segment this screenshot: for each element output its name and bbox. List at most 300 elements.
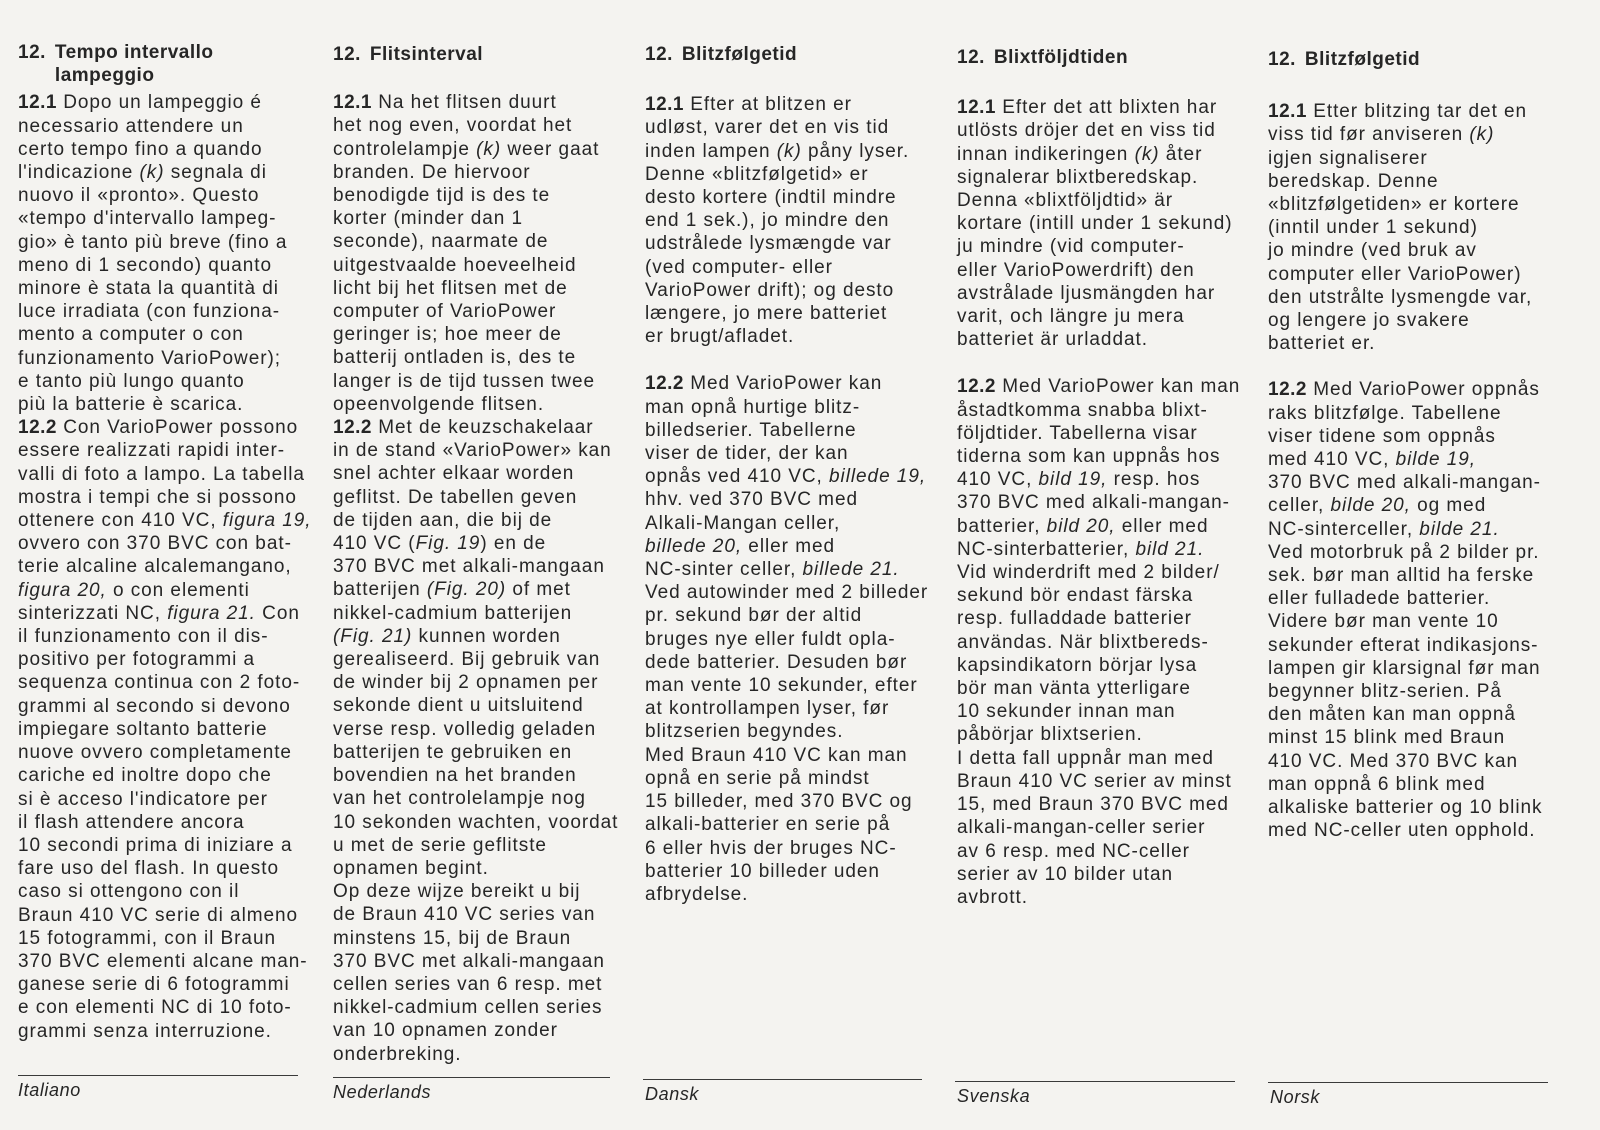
text-line <box>333 578 643 601</box>
paragraph <box>1268 378 1578 842</box>
section-heading <box>1268 48 1578 71</box>
text-line: igjen signaliserer <box>1268 147 1428 169</box>
text-segment: viss tid før anviseren <box>1268 124 1470 146</box>
text-line: bör man vänta ytterligare <box>957 678 1191 700</box>
text-line: udløst, varer det en vis tid <box>645 117 890 139</box>
text-line <box>645 535 955 558</box>
footer-italiano <box>18 1075 298 1101</box>
text-segment: controlelampje <box>333 138 477 160</box>
paragraph-number: 12.1 <box>333 92 372 114</box>
text-line: eller VarioPowerdrift) den <box>957 259 1195 281</box>
text-line: Braun 410 VC serier av minst <box>957 770 1232 792</box>
text-line <box>645 465 955 488</box>
text-line: at kontrollampen lyser, før <box>645 698 890 720</box>
text-line: 370 BVC elementi alcane man- <box>18 950 308 972</box>
paragraph-number: 12.2 <box>1268 379 1307 401</box>
text-line: 10 sekonden wachten, voordat <box>333 811 619 833</box>
text-line: udstrålede lysmængde var <box>645 233 892 255</box>
italic-reference: Fig. 19 <box>415 533 481 555</box>
column-dansk <box>645 43 955 906</box>
text-line: minst 15 blink med Braun <box>1268 727 1506 749</box>
text-line: 15 billeder, med 370 BVC og <box>645 791 913 813</box>
italic-reference: figura 19, <box>222 510 312 532</box>
paragraph <box>18 416 328 1042</box>
text-segment: NC-sinter celler, <box>645 559 803 581</box>
text-line: 370 BVC med alkali-mangan- <box>1268 472 1541 494</box>
text-line: varit, och längre ju mera <box>957 306 1185 328</box>
text-line: korter (minder dan 1 <box>333 208 524 230</box>
language-label: Dansk <box>645 1084 700 1104</box>
text-line: 10 sekunder innan man <box>957 701 1176 723</box>
text-line: langer is de tijd tussen twee <box>333 370 596 392</box>
text-segment: inden lampen <box>645 140 777 162</box>
text-line: minstens 15, bij de Braun <box>333 927 572 949</box>
text-segment: Med VarioPower kan <box>683 373 883 395</box>
column-body <box>1268 100 1578 842</box>
section-heading <box>645 43 955 66</box>
text-line: branden. De hiervoor <box>333 161 531 183</box>
text-line: batterier 10 billeder uden <box>645 860 880 882</box>
text-line: användas. När blixtbereds- <box>957 631 1209 653</box>
text-line: billedserier. Tabellerne <box>645 419 857 441</box>
text-line: fare uso del flash. In questo <box>18 858 279 880</box>
text-line: computer of VarioPower <box>333 301 557 323</box>
text-line: ju mindre (vid computer- <box>957 236 1185 258</box>
text-line: man oppnå 6 blink med <box>1268 773 1486 795</box>
text-segment: innan indikeringen <box>957 143 1135 165</box>
text-line: og lengere jo svakere <box>1268 310 1470 332</box>
text-line: 370 BVC met alkali-mangaan <box>333 950 605 972</box>
section-title-line: Tempo intervallo <box>54 42 214 63</box>
italic-reference: (k) <box>139 162 165 184</box>
text-line: il flash attendere ancora <box>18 811 245 833</box>
text-segment: celler, <box>1268 495 1331 517</box>
text-segment: med 410 VC, <box>1268 449 1396 471</box>
text-segment: eller med <box>742 535 835 557</box>
column-body <box>333 91 643 1066</box>
text-segment: Dopo un lampeggio é <box>56 92 262 114</box>
text-segment: batterier, <box>957 515 1047 537</box>
text-segment: of met <box>506 579 571 601</box>
text-line: necessario attendere un <box>18 115 244 137</box>
text-line: Alkali-Mangan celler, <box>645 512 841 534</box>
paragraph <box>1268 100 1578 355</box>
italic-reference: billede 19, <box>829 466 927 488</box>
text-line: grammi senza interruzione. <box>18 1020 272 1042</box>
text-line: 370 BVC med alkali-mangan- <box>957 492 1230 514</box>
text-line: viser de tider, der kan <box>645 443 849 465</box>
text-line: I detta fall uppnår man med <box>957 747 1214 769</box>
text-line: in de stand «VarioPower» kan <box>333 440 612 462</box>
paragraph-number: 12.2 <box>645 373 684 395</box>
paragraph-number: 12.2 <box>333 417 372 439</box>
text-line: jo mindre (ved bruk av <box>1268 240 1477 262</box>
text-line: geflitst. De tabellen geven <box>333 486 578 508</box>
column-body <box>18 91 328 1042</box>
text-segment: l'indicazione <box>18 162 140 184</box>
text-line <box>18 91 328 114</box>
text-segment: o con elementi <box>106 579 250 601</box>
text-line: geringer is; hoe meer de <box>333 324 562 346</box>
text-line: sekund bör endast färska <box>957 585 1194 607</box>
text-line: si è acceso l'indicatore per <box>18 788 268 810</box>
column-italiano <box>18 41 328 1043</box>
text-line: eller fulladede batterier. <box>1268 588 1491 610</box>
text-line: Op deze wijze bereikt u bij <box>333 881 581 903</box>
text-line: bruges nye eller fuldt opla- <box>645 628 896 650</box>
text-segment: åter <box>1159 143 1203 165</box>
text-line <box>1268 378 1578 401</box>
section-title-line: Blitzfølgetid <box>681 44 798 65</box>
text-line: Videre bør man vente 10 <box>1268 611 1499 633</box>
text-line <box>1268 123 1578 146</box>
language-label: Nederlands <box>333 1082 432 1102</box>
text-line: kapsindikatorn börjar lysa <box>957 654 1198 676</box>
text-line: av 6 resp. med NC-celler <box>957 840 1190 862</box>
text-line: længere, jo mere batteriet <box>645 303 888 325</box>
italic-reference: bild 20, <box>1046 515 1116 537</box>
text-line: påbörjar blixtserien. <box>957 724 1143 746</box>
text-line <box>957 538 1267 561</box>
text-line: Vid winderdrift med 2 bilder/ <box>957 562 1220 584</box>
footer-svenska <box>955 1081 1235 1107</box>
text-line: Denna «blixtföljdtid» är <box>957 190 1174 212</box>
text-segment: ) en de <box>480 533 547 555</box>
text-line: terie alcaline alcalemangano, <box>18 556 292 578</box>
text-line: onderbreking. <box>333 1043 462 1065</box>
text-line <box>645 93 955 116</box>
text-line <box>957 515 1267 538</box>
italic-reference: (k) <box>476 138 502 160</box>
text-line: uitgestvaalde hoeveelheid <box>333 254 577 276</box>
text-line: Ved motorbruk på 2 bilder pr. <box>1268 541 1540 563</box>
text-line: (ved computer- eller <box>645 256 833 278</box>
text-line: de winder bij 2 opnamen per <box>333 672 599 694</box>
italic-reference: (k) <box>776 140 802 162</box>
text-line: 10 secondi prima di iniziare a <box>18 834 293 856</box>
text-line <box>333 91 643 114</box>
italic-reference: billede 21. <box>802 559 900 581</box>
text-line: alkali-batterier en serie på <box>645 814 891 836</box>
text-line <box>1268 100 1578 123</box>
text-line <box>1268 518 1578 541</box>
text-line: cellen series van 6 resp. met <box>333 973 603 995</box>
text-line: följdtider. Tabellerna visar <box>957 422 1198 444</box>
text-line: 15, med Braun 370 BVC med <box>957 794 1229 816</box>
text-line <box>333 532 643 555</box>
text-line: afbrydelse. <box>645 883 749 905</box>
text-line: valli di foto a lampo. La tabella <box>18 463 305 485</box>
section-number: 12. <box>1268 49 1296 70</box>
text-segment: 410 VC ( <box>333 533 416 555</box>
italic-reference: billede 20, <box>645 535 743 557</box>
section-title <box>994 46 1128 69</box>
text-line: end 1 sek.), jo mindre den <box>645 210 890 232</box>
text-line: Ved autowinder med 2 billeder <box>645 582 929 604</box>
text-line: certo tempo fino a quando <box>18 138 263 160</box>
text-line: 6 eller hvis der bruges NC- <box>645 837 897 859</box>
text-line <box>333 138 643 161</box>
text-segment: 410 VC, <box>957 469 1039 491</box>
text-line: pr. sekund bør der altid <box>645 605 863 627</box>
text-line: u met de serie geflitste <box>333 834 547 856</box>
section-title-line: Blitzfølgetid <box>1304 49 1421 70</box>
italic-reference: bild 19, <box>1038 469 1108 491</box>
text-segment: kunnen worden <box>412 625 561 647</box>
text-line: man vente 10 sekunder, efter <box>645 675 918 697</box>
text-segment: Med VarioPower kan man <box>995 376 1241 398</box>
column-body <box>645 93 955 906</box>
paragraph-number: 12.1 <box>18 92 57 114</box>
column-svenska <box>957 46 1267 909</box>
text-line: avstrålade ljusmängden har <box>957 282 1216 304</box>
text-line: 15 fotogrammi, con il Braun <box>18 927 276 949</box>
language-label: Norsk <box>1270 1087 1321 1107</box>
text-line: kortare (intill under 1 sekund) <box>957 213 1233 235</box>
text-line: de Braun 410 VC series van <box>333 904 596 926</box>
text-line: 410 VC. Med 370 BVC kan <box>1268 750 1518 772</box>
text-line: «tempo d'intervallo lampeg- <box>18 208 277 230</box>
text-line: tiderna som kan uppnås hos <box>957 446 1221 468</box>
text-line: luce irradiata (con funziona- <box>18 301 281 323</box>
text-segment: og med <box>1410 495 1487 517</box>
text-line: Denne «blitzfølgetid» er <box>645 163 869 185</box>
text-line: gerealiseerd. Bij gebruik van <box>333 649 601 671</box>
column-norsk <box>1268 48 1578 843</box>
text-line: alkali-mangan-celler serier <box>957 817 1206 839</box>
text-line: sekonde dient u uitsluitend <box>333 695 584 717</box>
text-line: batterij ontladen is, des te <box>333 347 577 369</box>
text-line: sequenza continua con 2 foto- <box>18 672 301 694</box>
text-line: VarioPower drift); og desto <box>645 279 895 301</box>
text-line <box>333 625 643 648</box>
text-segment: ottenere con 410 VC, <box>18 510 223 532</box>
section-number: 12. <box>957 47 985 68</box>
italic-reference: (k) <box>1469 124 1495 146</box>
text-segment: NC-sinterceller, <box>1268 518 1420 540</box>
text-line: più la batterie è scarica. <box>18 394 244 416</box>
text-line: snel achter elkaar worden <box>333 463 575 485</box>
section-heading <box>18 41 328 87</box>
text-line: minore è stata la quantità di <box>18 278 279 300</box>
italic-reference: (Fig. 20) <box>426 579 507 601</box>
text-line: batterijen te gebruiken en <box>333 741 573 763</box>
text-line <box>645 558 955 581</box>
text-line: van 10 opnamen zonder <box>333 1020 558 1042</box>
text-segment: Con VarioPower possono <box>56 417 299 439</box>
text-line: viser tidene som oppnås <box>1268 425 1496 447</box>
text-line: utlösts dröjer det en viss tid <box>957 120 1216 142</box>
text-line: funzionamento VarioPower); <box>18 347 282 369</box>
section-title <box>370 43 483 66</box>
column-body <box>957 96 1267 909</box>
text-line: desto kortere (indtil mindre <box>645 187 897 209</box>
text-line: computer eller VarioPower) <box>1268 263 1522 285</box>
text-segment: opnås ved 410 VC, <box>645 466 829 488</box>
text-line: Braun 410 VC serie di almeno <box>18 904 299 926</box>
italic-reference: (Fig. 21) <box>333 625 413 647</box>
text-line <box>957 143 1267 166</box>
footer-norsk <box>1268 1082 1548 1108</box>
text-line: licht bij het flitsen met de <box>333 277 568 299</box>
text-line <box>957 468 1267 491</box>
text-line: serier av 10 bilder utan <box>957 863 1174 885</box>
text-line: grammi al secondo si devono <box>18 695 291 717</box>
text-line: hhv. ved 370 BVC med <box>645 489 858 511</box>
text-line: positivo per fotogrammi a <box>18 649 256 671</box>
text-line: er brugt/afladet. <box>645 326 795 348</box>
text-line: raks blitzfølge. Tabellene <box>1268 402 1502 424</box>
text-line <box>957 96 1267 119</box>
section-number: 12. <box>333 44 361 65</box>
text-line: batteriet er. <box>1268 333 1376 355</box>
text-segment: weer gaat <box>501 138 600 160</box>
paragraph-number: 12.1 <box>957 97 996 119</box>
text-segment: segnala di <box>164 162 267 184</box>
text-line: sekunder efterat indikasjons- <box>1268 634 1539 656</box>
text-line <box>18 416 328 439</box>
italic-reference: bild 21. <box>1135 538 1205 560</box>
text-line: het nog even, voordat het <box>333 115 573 137</box>
text-line: dede batterier. Desuden bør <box>645 651 908 673</box>
text-line: (inntil under 1 sekund) <box>1268 217 1478 239</box>
section-title-line: Flitsinterval <box>369 44 484 65</box>
section-heading <box>333 43 643 66</box>
text-line: mostra i tempi che si possono <box>18 486 297 508</box>
text-line: lampen gir klarsignal før man <box>1268 657 1541 679</box>
text-line <box>1268 448 1578 471</box>
paragraph <box>957 375 1267 909</box>
language-label: Italiano <box>18 1080 81 1100</box>
text-line: gio» è tanto più breve (fino a <box>18 231 288 253</box>
text-line: «blitzfølgetiden» er kortere <box>1268 194 1520 216</box>
text-line: opnå en serie på mindst <box>645 767 870 789</box>
paragraph <box>645 372 955 906</box>
text-line: ganese serie di 6 fotogrammi <box>18 974 290 996</box>
text-line: man opnå hurtige blitz- <box>645 396 861 418</box>
text-line: den måten kan man oppnå <box>1268 704 1516 726</box>
text-line: cariche ed inoltre dopo che <box>18 765 272 787</box>
text-line: nuove ovvero completamente <box>18 742 292 764</box>
text-line <box>18 509 328 532</box>
text-line <box>18 602 328 625</box>
italic-reference: figura 21. <box>167 602 256 624</box>
text-line: il funzionamento con il dis- <box>18 626 269 648</box>
text-line: opnamen begint. <box>333 857 489 879</box>
text-line: 370 BVC met alkali-mangaan <box>333 556 605 578</box>
text-segment: Efter det att blixten har <box>995 97 1218 119</box>
text-line <box>1268 494 1578 517</box>
text-line: sek. bør man alltid ha ferske <box>1268 565 1535 587</box>
text-line <box>645 372 955 395</box>
text-segment: Efter at blitzen er <box>683 94 852 116</box>
section-title-line: Blixtföljdtiden <box>993 47 1129 68</box>
text-line: den utstrålte lysmengde var, <box>1268 286 1533 308</box>
section-title <box>682 43 797 66</box>
paragraph-number: 12.1 <box>1268 101 1307 123</box>
text-line: bovendien na het branden <box>333 765 577 787</box>
section-title-line: lampeggio <box>54 65 155 87</box>
text-line: meno di 1 secondo) quanto <box>18 254 273 276</box>
text-line: nuovo il «pronto». Questo <box>18 185 260 207</box>
text-line: alkaliske batterier og 10 blink <box>1268 797 1543 819</box>
text-segment: batterijen <box>333 579 427 601</box>
text-line: signalerar blixtberedskap. <box>957 166 1199 188</box>
paragraph <box>333 416 643 1066</box>
text-line: avbrott. <box>957 886 1028 908</box>
italic-reference: figura 20, <box>18 579 107 601</box>
text-line: begynner blitz-serien. På <box>1268 681 1502 703</box>
text-segment: sinterizzati NC, <box>18 602 168 624</box>
column-nederlands <box>333 43 643 1066</box>
text-line: van het controlelampje nog <box>333 788 586 810</box>
paragraph-number: 12.2 <box>18 417 57 439</box>
paragraph-number: 12.1 <box>645 94 684 116</box>
text-line: Med Braun 410 VC kan man <box>645 744 908 766</box>
text-line: benodigde tijd is des te <box>333 185 551 207</box>
footer-nederlands <box>333 1077 610 1103</box>
text-line: de tijden aan, die bij de <box>333 509 553 531</box>
text-segment: NC-sinterbatterier, <box>957 538 1136 560</box>
text-line: verse resp. volledig geladen <box>333 718 597 740</box>
text-segment: Con <box>255 602 300 624</box>
text-line: e tanto più lungo quanto <box>18 370 245 392</box>
italic-reference: bilde 20, <box>1330 495 1411 517</box>
text-line: blitzserien begyndes. <box>645 721 844 743</box>
section-heading <box>957 46 1267 69</box>
text-segment: Na het flitsen duurt <box>371 92 557 114</box>
text-line: resp. fulladdade batterier <box>957 608 1192 630</box>
paragraph <box>333 91 643 416</box>
text-segment: resp. hos <box>1107 469 1201 491</box>
text-line: caso si ottengono con il <box>18 881 240 903</box>
text-line: impiegare soltanto batterie <box>18 718 268 740</box>
text-line: ovvero con 370 BVC con bat- <box>18 533 292 555</box>
text-line <box>645 140 955 163</box>
text-segment: påny lyser. <box>801 140 910 162</box>
text-segment: Med VarioPower oppnås <box>1306 379 1540 401</box>
text-line: mento a computer o con <box>18 324 244 346</box>
text-line <box>333 416 643 439</box>
text-line: med NC-celler uten opphold. <box>1268 820 1536 842</box>
text-line: opeenvolgende flitsen. <box>333 393 545 415</box>
text-line: nikkel-cadmium batterijen <box>333 602 573 624</box>
paragraph <box>957 96 1267 351</box>
paragraph <box>645 93 955 348</box>
text-line: seconde), naarmate de <box>333 231 549 253</box>
text-segment: Etter blitzing tar det en <box>1306 101 1528 123</box>
footer-dansk <box>643 1079 922 1105</box>
section-number: 12. <box>645 44 673 65</box>
section-title <box>1305 48 1420 71</box>
italic-reference: bilde 21. <box>1419 518 1500 540</box>
paragraph-number: 12.2 <box>957 376 996 398</box>
text-line: åstadtkomma snabba blixt- <box>957 399 1208 421</box>
language-label: Svenska <box>957 1086 1031 1106</box>
text-line: batteriet är urladdat. <box>957 329 1148 351</box>
text-line <box>18 161 328 184</box>
text-line: beredskap. Denne <box>1268 170 1439 192</box>
italic-reference: bilde 19, <box>1395 449 1476 471</box>
section-title <box>55 41 214 87</box>
text-segment: eller med <box>1115 515 1209 537</box>
text-line: essere realizzati rapidi inter- <box>18 440 286 462</box>
text-line <box>18 579 328 602</box>
text-line: nikkel-cadmium cellen series <box>333 997 603 1019</box>
paragraph <box>18 91 328 416</box>
text-line: e con elementi NC di 10 foto- <box>18 997 292 1019</box>
italic-reference: (k) <box>1134 143 1160 165</box>
